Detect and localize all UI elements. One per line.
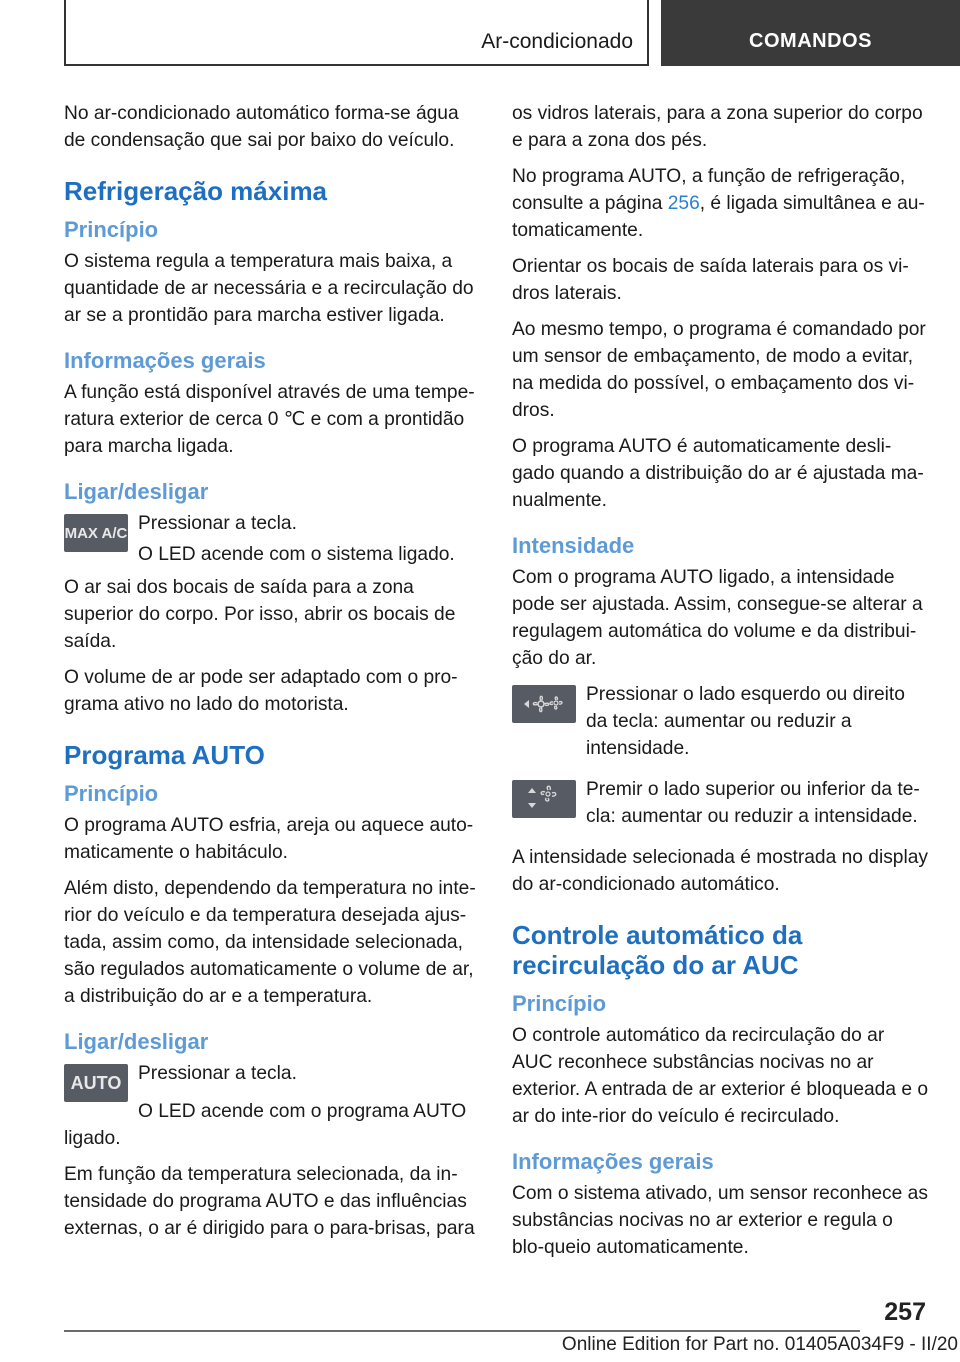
- section-title: Ar-condicionado: [481, 30, 633, 53]
- subheading-principle: Princípio: [64, 217, 159, 242]
- paragraph: O programa AUTO é automaticamente desli-gado quando a distribuição do ar é ajustada ma-nualmente.: [512, 436, 924, 511]
- fan-icon: [518, 690, 570, 718]
- paragraph: O LED acende com o sistema ligado.: [138, 544, 455, 565]
- subheading-intensity: Intensidade: [512, 533, 635, 558]
- header-frame: [64, 0, 649, 66]
- heading-auc: Controle automático da recirculação do ar AUC: [512, 920, 803, 980]
- paragraph: O programa AUTO esfria, areja ou aquece auto-maticamente o habitáculo.: [64, 815, 474, 863]
- key-instruction-text: [138, 1060, 480, 1091]
- paragraph-text: , é ligada simultânea e au-tomaticamente.: [512, 193, 925, 241]
- paragraph: A intensidade selecionada é mostrada no display do ar-condicionado automático.: [512, 847, 929, 895]
- paragraph: O sistema regula a temperatura mais baixa, a quantidade de ar necessária e a recirculação do ar se a prontidão para marcha estiver ligada.: [64, 251, 474, 326]
- fan-icon: [524, 784, 564, 814]
- key-instruction-fan-lr: [512, 681, 928, 766]
- paragraph: Além disto, dependendo da temperatura no inte-rior do veículo e da temperatura desejada ajus-tada, assim como, da intensidade selecionada, são regulados automaticamente o volume de ar, a distribuição do ar e a temperatura.: [64, 878, 476, 1007]
- auto-key-icon: AUTO: [64, 1064, 128, 1102]
- subheading-on-off: Ligar/desligar: [64, 1029, 209, 1054]
- page-header: [0, 0, 960, 66]
- key-instruction-fan-ud: [512, 776, 928, 834]
- key-instruction-auto: [64, 1060, 480, 1102]
- paragraph: A função está disponível através de uma tempe-ratura exterior de cerca 0 ℃ e com a prontidão para marcha ligada.: [64, 382, 475, 457]
- key-instruction-maxac: [64, 510, 480, 572]
- paragraph: Premir o lado superior ou inferior da te-cla: aumentar ou reduzir a intensidade.: [586, 779, 920, 827]
- key-instruction-text: [138, 510, 480, 572]
- paragraph: O volume de ar pode ser adaptado com o pro-grama ativo no lado do motorista.: [64, 667, 458, 715]
- subheading-general-info: Informações gerais: [512, 1149, 714, 1174]
- paragraph-text: O LED acende com o programa AUTO ligado.: [64, 1101, 467, 1149]
- paragraph: [64, 1098, 480, 1152]
- paragraph: Pressionar a tecla.: [138, 513, 297, 534]
- fan-up-down-key-icon: [512, 780, 576, 818]
- paragraph: Com o sistema ativado, um sensor reconhece as substâncias nocivas no ar exterior e regula o blo-queio automaticamente.: [512, 1183, 928, 1258]
- paragraph: Pressionar a tecla.: [138, 1063, 297, 1084]
- key-instruction-text: [586, 681, 928, 766]
- footer-divider: [64, 1330, 860, 1332]
- subheading-general-info: Informações gerais: [64, 348, 266, 373]
- paragraph: [512, 163, 928, 244]
- paragraph: Ao mesmo tempo, o programa é comandado por um sensor de embaçamento, de modo a evitar, na medida do possível, o embaçamento dos vi-dros.: [512, 319, 926, 421]
- paragraph: Em função da temperatura selecionada, da in-tensidade do programa AUTO e das influências externas, o ar é dirigido para o para-brisas, para: [64, 1164, 475, 1239]
- paragraph: Com o programa AUTO ligado, a intensidade pode ser ajustada. Assim, consegue-se alterar a regulagem automática do volume e da distribui-ção do ar.: [512, 567, 923, 669]
- subheading-on-off: Ligar/desligar: [64, 479, 209, 504]
- chapter-tab: [661, 0, 960, 66]
- left-column: [64, 100, 480, 1251]
- subheading-principle: Princípio: [512, 991, 607, 1016]
- paragraph: No ar-condicionado automático forma-se água de condensação que sai por baixo do veículo.: [64, 103, 459, 151]
- paragraph: Pressionar o lado esquerdo ou direito da tecla: aumentar ou reduzir a intensidade.: [586, 684, 905, 759]
- paragraph: os vidros laterais, para a zona superior do corpo e para a zona dos pés.: [512, 103, 923, 151]
- fan-left-right-key-icon: [512, 685, 576, 723]
- page-number: 257: [884, 1298, 926, 1326]
- subheading-principle: Princípio: [64, 781, 159, 806]
- paragraph: Orientar os bocais de saída laterais para os vi-dros laterais.: [512, 256, 909, 304]
- max-ac-key-icon: MAX A/C: [64, 514, 128, 552]
- heading-max-cooling: Refrigeração máxima: [64, 176, 328, 206]
- edition-note: Online Edition for Part no. 01405A034F9 - II/20: [561, 1334, 958, 1355]
- paragraph-text: No programa AUTO, a função de refrigeração, consulte a página: [512, 166, 906, 214]
- key-instruction-text: [586, 776, 928, 834]
- paragraph: O controle automático da recirculação do ar AUC reconhece substâncias nocivas no ar exterior. A entrada de ar exterior é bloqueada e o ar do inte-rior do veículo é recirculado.: [512, 1025, 929, 1127]
- chapter-tab-label: COMANDOS: [749, 30, 872, 52]
- paragraph: O ar sai dos bocais de saída para a zona superior do corpo. Por isso, abrir os bocais de saída.: [64, 577, 456, 652]
- right-column: [512, 100, 928, 1270]
- heading-auto-program: Programa AUTO: [64, 740, 265, 770]
- page-reference-link[interactable]: 256: [667, 193, 700, 214]
